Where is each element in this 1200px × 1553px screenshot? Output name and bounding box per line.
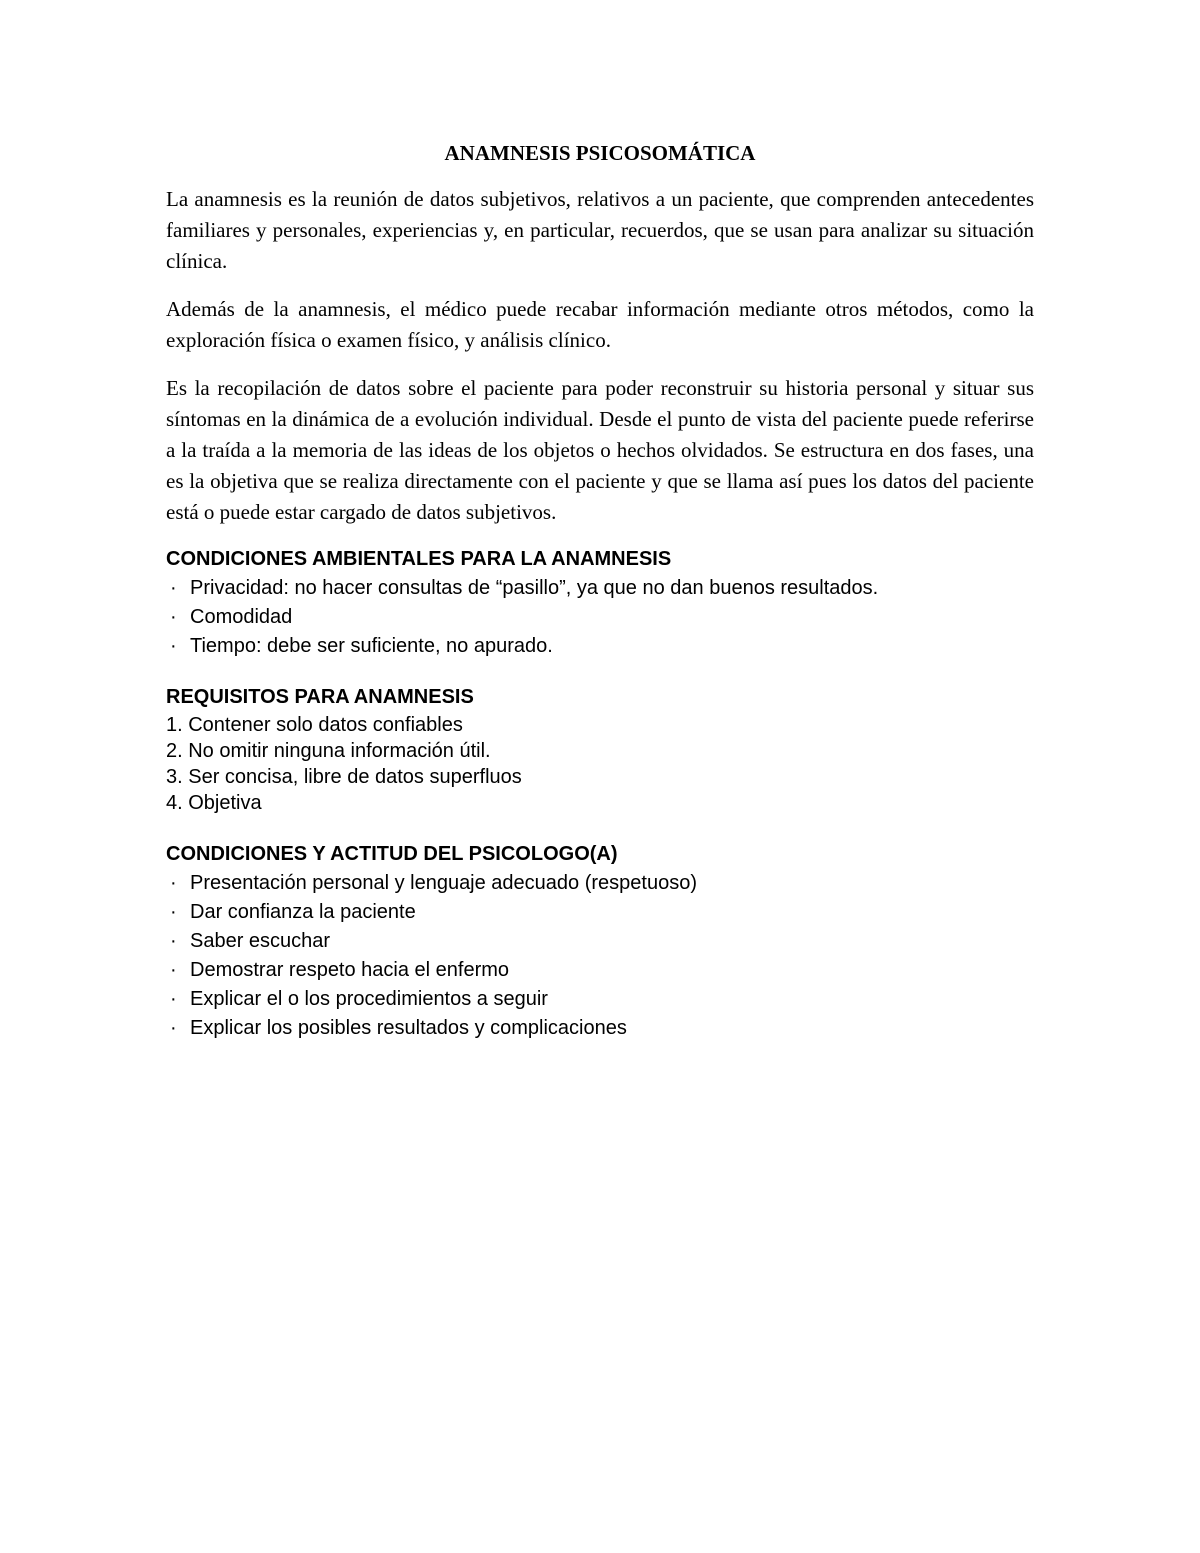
- section-requisitos: [166, 683, 1034, 816]
- list-item-text: Explicar los posibles resultados y complicaciones: [190, 1017, 627, 1039]
- bullet-icon: ·: [170, 959, 177, 981]
- section-heading: REQUISITOS PARA ANAMNESIS: [166, 686, 474, 708]
- list-item: 1. Contener solo datos confiables: [166, 714, 463, 736]
- list-item-text: Dar confianza la paciente: [190, 901, 416, 923]
- list-item: [166, 574, 1034, 603]
- list-item-text: Demostrar respeto hacia el enfermo: [190, 959, 510, 981]
- bullet-icon: ·: [170, 635, 177, 657]
- bullet-icon: ·: [170, 606, 177, 628]
- list-item: [166, 632, 1034, 661]
- list-item-text: Saber escuchar: [190, 930, 331, 952]
- list-item-text: Comodidad: [190, 606, 293, 628]
- document-body: [166, 140, 1034, 1043]
- paragraph-other-methods: Además de la anamnesis, el médico puede recabar información mediante otros métodos, como la exploración física o examen físico, y análisis clínico.: [166, 297, 1034, 352]
- bullet-icon: ·: [170, 1017, 177, 1039]
- list-item-text: Presentación personal y lenguaje adecuado (respetuoso): [190, 872, 698, 894]
- list-item: [166, 898, 1034, 927]
- page-title: ANAMNESIS PSICOSOMÁTICA: [444, 141, 756, 165]
- bullet-icon: ·: [170, 988, 177, 1010]
- list-item-text: Tiempo: debe ser suficiente, no apurado.: [190, 635, 553, 657]
- bullet-icon: ·: [170, 577, 177, 599]
- list-item: [166, 927, 1034, 956]
- section-ambientales: [166, 545, 1034, 661]
- list-item: [166, 603, 1034, 632]
- paragraph-recopilacion: Es la recopilación de datos sobre el paciente para poder reconstruir su historia personal y situar sus síntomas en la dinámica de a evolución individual. Desde el punto de vista del paciente puede referirse a la traída a la memoria de las ideas de los objetos o hechos olvidados. Se estructura en dos fases, una es la objetiva que se realiza directamente con el paciente y que se llama así pues los datos del paciente está o puede estar cargado de datos subjetivos.: [166, 376, 1034, 524]
- list-item: 3. Ser concisa, libre de datos superfluos: [166, 766, 522, 788]
- bullet-list: [166, 869, 1034, 1043]
- numbered-list: [166, 712, 1034, 816]
- list-item: [166, 1014, 1034, 1043]
- bullet-icon: ·: [170, 901, 177, 923]
- bullet-icon: ·: [170, 930, 177, 952]
- bullet-list: [166, 574, 1034, 661]
- list-item: [166, 869, 1034, 898]
- list-item: [166, 956, 1034, 985]
- list-item-text: Explicar el o los procedimientos a seguir: [190, 988, 548, 1010]
- bullet-icon: ·: [170, 872, 177, 894]
- list-item-text: Privacidad: no hacer consultas de “pasillo”, ya que no dan buenos resultados.: [190, 577, 879, 599]
- paragraph-definition: La anamnesis es la reunión de datos subjetivos, relativos a un paciente, que comprenden antecedentes familiares y personales, experiencias y, en particular, recuerdos, que se usan para analizar su situación clínica.: [166, 187, 1034, 273]
- list-item: 4. Objetiva: [166, 792, 262, 814]
- section-actitud: [166, 840, 1034, 1043]
- list-item: [166, 985, 1034, 1014]
- section-heading: CONDICIONES AMBIENTALES PARA LA ANAMNESIS: [166, 548, 672, 570]
- list-item: 2. No omitir ninguna información útil.: [166, 740, 491, 762]
- section-heading: CONDICIONES Y ACTITUD DEL PSICOLOGO(A): [166, 843, 618, 865]
